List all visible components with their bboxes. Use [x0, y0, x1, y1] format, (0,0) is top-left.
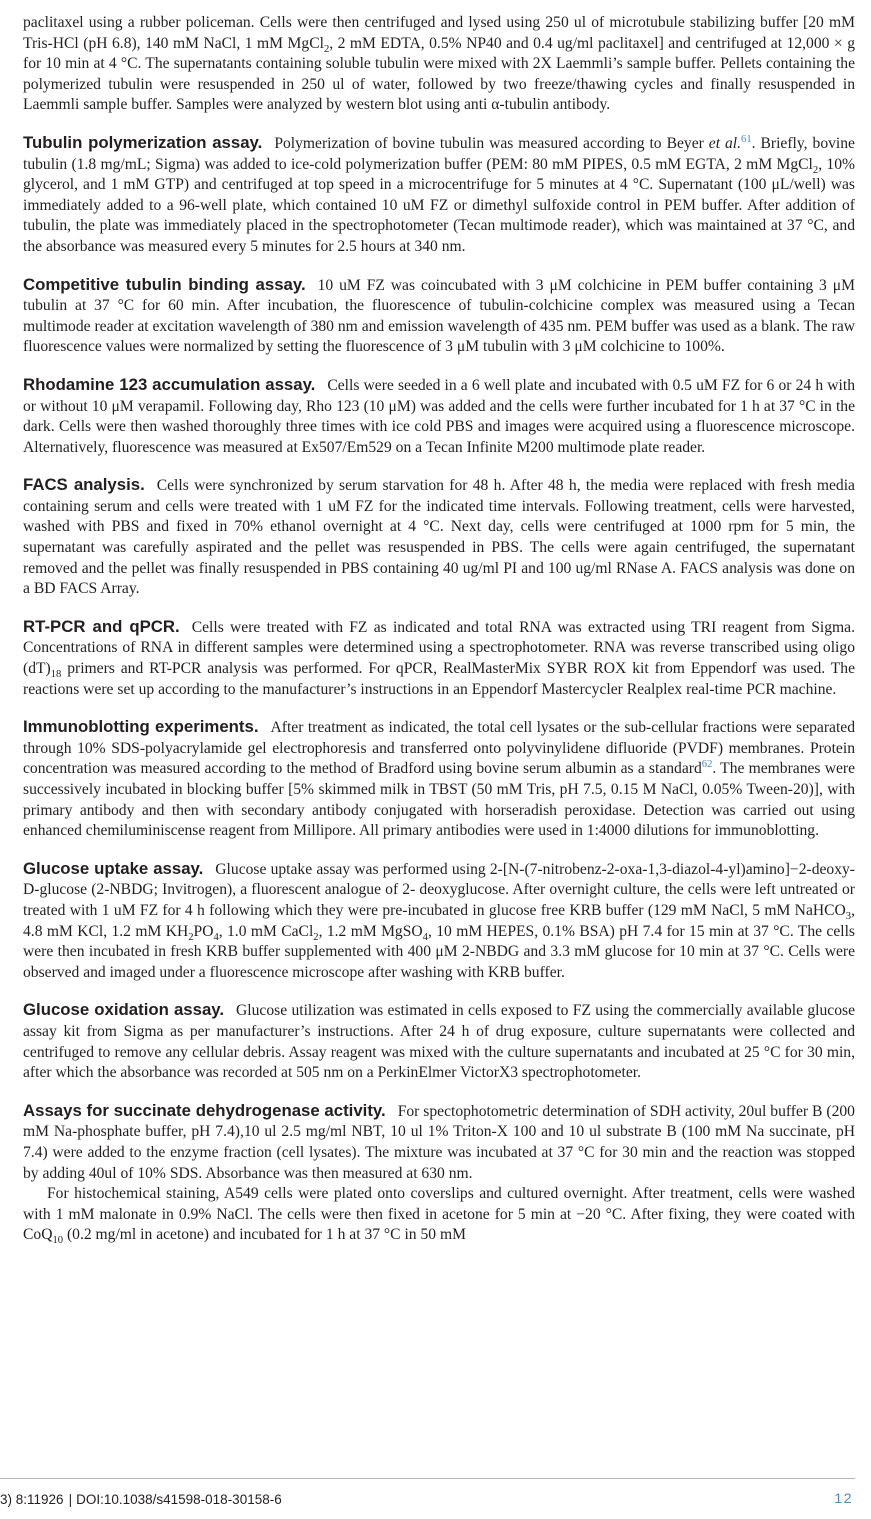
section-glucose-uptake: [23, 859, 855, 984]
text-run: , 2 mM EDTA, 0.5% NP40 and 0.4 ug/ml paclitaxel] and centrifuged at 12,000 × g for 10 min at 4 °C. The supernatants containing soluble tubulin were mixed with 2X Laemmli’s sample buffer. Pellets containing the polymerized tubulin were resuspended in 250 ul of water, followed by two freeze/thawing cycles and finally resuspended in Laemmli sample buffer. Samples were analyzed by western blot using anti α-tubulin antibody.: [23, 34, 856, 114]
text-run: For histochemical staining, A549 cells were plated onto coverslips and cultured overnight. After treatment, cells were washed with 1 mM malonate in 0.9% NaCl. The cells were then fixed in acetone for 5 min at −20 °C. After fixing, they were coated with CoQ: [23, 1185, 855, 1244]
paragraph: [23, 133, 855, 258]
text-run: . The membranes were successively incubated in blocking buffer [5% skimmed milk in TBST (50 mM Tris, pH 7.5, 0.15 M NaCl, 0.05% Tween-20)], with primary antibody and then with secondary antibody conjugated with horseradish peroxidase. Detection was carried out using enhanced chemiluminiscense reagent from Millipore. All primary antibodies were used in 1:4000 dilutions for immunoblotting.: [23, 760, 855, 840]
subscript: 2: [323, 43, 330, 55]
text-run: , 1.0 mM CaCl: [218, 922, 314, 940]
section-heading: Glucose uptake assay.: [23, 858, 204, 878]
text-run: primers and RT-PCR analysis was performed. For qPCR, RealMasterMix SYBR ROX kit from Eppendorf was used. The reactions were set up according to the manufacturer’s instructions in an Eppendorf Mastercycler Realplex real-time PCR machine.: [23, 660, 855, 698]
paragraph: [23, 275, 855, 358]
section-heading: FACS analysis.: [23, 475, 145, 495]
paragraph: [23, 1184, 855, 1246]
text-run: 10 uM FZ was coincubated with 3 μM colchicine in PEM buffer containing 3 μM tubulin at 37 °C for 60 min. After incubation, the fluorescence of tubulin-colchicine complex was measured using a Tecan multimode reader at excitation wavelength of 380 nm and emission wavelength of 435 nm. PEM buffer was used as a blank. The raw fluorescence values were normalized by setting the fluorescence of 3 μM tubulin with 3 μM colchicine to 100%.: [23, 276, 855, 356]
paragraph: [23, 375, 855, 458]
section-facs: [23, 475, 855, 600]
text-run: Cells were synchronized by serum starvation for 48 h. After 48 h, the media were replaced with fresh media containing serum and cells were treated with 1 uM FZ for the indicated time intervals. Following treatment, cells were harvested, washed with PBS and fixed in 70% ethanol overnight at 4 °C. Next day, cells were centrifuged at 1000 rpm for 5 min, the supernatant was carefully aspirated and the pellet was resuspended in PBS. The cells were again centrifuged, the supernatant removed and the pellet was finally resuspended in PBS containing 40 ug/ml PI and 100 ug/ml RNase A. FACS analysis was done on a BD FACS Array.: [23, 477, 855, 598]
text-run: (0.2 mg/ml in acetone) and incubated for 1 h at 37 °C in 50 mM: [63, 1226, 466, 1244]
reference-link[interactable]: 62: [701, 759, 713, 771]
footer-divider: [0, 1478, 855, 1479]
journal-citation: 3) 8:11926: [0, 1492, 64, 1507]
text-run: , 10% glycerol, and 1 mM GTP) and centrifuged at top speed in a microcentrifuge for 5 minutes at 4 °C. Supernatant (100 μL/well) was immediately added to a 96-well plate, which contained 10 uM FZ or dimethyl sulfoxide control in PEM buffer. After addition of tubulin, the plate was immediately placed in the spectrophotometer (Tecan multimode reader), which was maintained at 37 °C, and the absorbance was measured every 5 minutes for 2.5 hours at 340 nm.: [23, 155, 855, 255]
paragraph: [23, 1101, 855, 1184]
subscript: 2: [812, 164, 819, 176]
section-tubulin-polymerization: [23, 133, 855, 258]
section-glucose-oxidation: [23, 1000, 855, 1083]
section-intro: [23, 13, 855, 116]
text-run: . Briefly, bovine tubulin (1.8 mg/mL; Sigma) was added to ice-cold polymerization buffer (PEM: 80 mM PIPES, 0.5 mM EGTA, 2 mM MgCl: [23, 134, 855, 173]
text-run: Cells were treated with FZ as indicated and total RNA was extracted using TRI reagent from Sigma. Concentrations of RNA in different samples were determined using a spectrophotometer. RNA was reverse transcribed using oligo (dT): [23, 618, 855, 678]
section-sdh-activity: [23, 1101, 855, 1246]
text-run: , 10 mM HEPES, 0.1% BSA) pH 7.4 for 15 min at 37 °C. The cells were then incubated in fresh KRB buffer supplemented with 400 μM 2-NBDG and 3.3 mM glucose for 10 min at 37 °C. Cells were observed and imaged under a fluorescence microscope after washing with KRB buffer.: [23, 922, 855, 981]
section-heading: Rhodamine 123 accumulation assay.: [23, 374, 316, 394]
text-run: paclitaxel using a rubber policeman. Cells were then centrifuged and lysed using 250 ul of microtubule stabilizing buffer [20 mM Tris-HCl (pH 6.8), 140 mM NaCl, 1 mM MgCl: [23, 14, 855, 52]
text-run: Cells were seeded in a 6 well plate and incubated with 0.5 uM FZ for 6 or 24 h with or without 10 μM verapamil. Following day, Rho 123 (10 μM) was added and the cells were further incubated for 1 h at 37 °C in the dark. Cells were then washed thoroughly three times with ice cold PBS and images were acquired using a fluorescence microscope. Alternatively, fluorescence was measured at Ex507/Em529 on a Tecan Infinite M200 multimode plate reader.: [23, 376, 855, 456]
italic-text: et al.: [708, 134, 742, 152]
text-run: , 1.2 mM MgSO: [318, 922, 423, 940]
text-run: PO: [193, 922, 214, 940]
paragraph: [23, 617, 855, 700]
text-run: Polymerization of bovine tubulin was measured according to Beyer: [274, 134, 709, 152]
subscript: 18: [50, 669, 62, 681]
section-heading: RT-PCR and qPCR.: [23, 616, 180, 636]
subscript: 3: [845, 911, 852, 923]
text-run: Glucose uptake assay was performed using 2-[N-(7-nitrobenz-2-oxa-1,3-diazol-4-yl)amino]−2-deoxy-D-glucose (2-NBDG; Invitrogen), a fluorescent analogue of 2- deoxyglucose. After overnight culture, the cells were left untreated or treated with 1 uM FZ for 4 h following which they were pre-incubated in glucose free KRB buffer (129 mM NaCl, 5 mM NaHCO: [23, 860, 855, 919]
subscript: 2: [313, 931, 319, 943]
subscript: 10: [52, 1235, 64, 1247]
paragraph: [23, 717, 855, 842]
section-heading: Glucose oxidation assay.: [23, 1000, 225, 1020]
subscript: 4: [213, 931, 219, 943]
text-run: For spectophotometric determination of SDH activity, 20ul buffer B (200 mM Na-phosphate buffer, pH 7.4),10 ul 2.5 mg/ml NBT, 10 ul 1% Triton-X 100 and 10 ul substrate B (100 mM Na succinate, pH 7.4) were added to the enzyme fraction (cell lysates). The mixture was incubated at 37 °C for 30 min and the reaction was stopped by adding 40ul of 10% SDS. Absorbance was then measured at 630 nm.: [23, 1102, 855, 1182]
section-competitive-tubulin-binding: [23, 275, 855, 358]
paragraph: [23, 1000, 855, 1083]
page-number: 12: [834, 1490, 853, 1506]
section-immunoblotting: [23, 717, 855, 842]
section-heading: Assays for succinate dehydrogenase activity.: [23, 1100, 386, 1120]
footer-separator: |: [68, 1492, 73, 1507]
section-heading: Immunoblotting experiments.: [23, 717, 259, 737]
footer-citation: [0, 1492, 282, 1507]
subscript: 2: [188, 931, 194, 943]
text-run: , 4.8 mM KCl, 1.2 mM KH: [23, 901, 855, 940]
doi-link[interactable]: DOI:10.1038/s41598-018-30158-6: [76, 1492, 282, 1507]
section-rt-pcr: [23, 617, 855, 700]
paragraph: [23, 475, 855, 600]
subscript: 4: [422, 931, 428, 943]
section-heading: Competitive tubulin binding assay.: [23, 274, 306, 294]
paragraph: [23, 859, 855, 984]
section-rhodamine-123: [23, 375, 855, 458]
article-body: [23, 13, 855, 1246]
text-run: After treatment as indicated, the total cell lysates or the sub-cellular fractions were separated through 10% SDS-polyacrylamide gel electrophoresis and transferred onto polyvinylidene difluoride (PVDF) membranes. Protein concentration was measured according to the method of Bradford using bovine serum albumin as a standard: [23, 719, 855, 778]
section-heading: Tubulin polymerization assay.: [23, 132, 263, 152]
paragraph: [23, 13, 855, 116]
reference-link[interactable]: 61: [741, 133, 752, 145]
text-run: Glucose utilization was estimated in cells exposed to FZ using the commercially available glucose assay kit from Sigma as per manufacturer’s instructions. After 24 h of drug exposure, culture supernatants were collected and centrifuged to remove any cellular debris. Assay reagent was mixed with the culture supernatants and incubated at 25 °C for 30 min, after which the absorbance was recorded at 505 nm on a PerkinElmer VictorX3 spectrophotometer.: [23, 1002, 856, 1082]
